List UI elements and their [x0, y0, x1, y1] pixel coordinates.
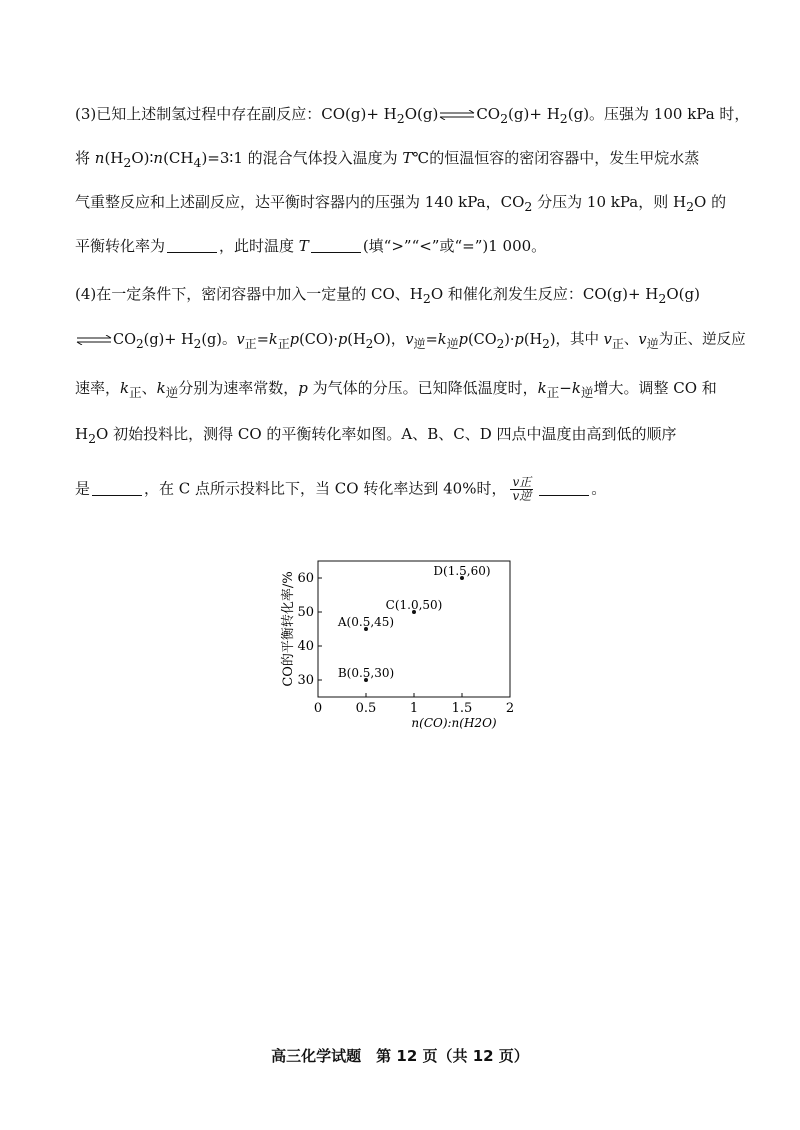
- text: 、: [141, 379, 157, 397]
- subscript: 2: [542, 336, 550, 351]
- subscript: 2: [193, 336, 202, 351]
- subscript: 2: [500, 111, 509, 126]
- italic-var: k: [537, 379, 547, 397]
- text: H: [75, 425, 89, 443]
- subscript: 2: [396, 111, 405, 126]
- text: 。: [591, 479, 607, 498]
- subscript: 2: [365, 336, 374, 351]
- text: O)∶: [131, 149, 154, 167]
- subscript: 正: [244, 336, 257, 351]
- text: )，其中: [549, 332, 604, 348]
- italic-var: k: [156, 379, 166, 397]
- conversion-chart: [270, 555, 530, 735]
- y-tick-label: 30: [297, 673, 314, 688]
- part3-line2: [75, 148, 730, 173]
- rate-ratio-fraction: [510, 476, 533, 503]
- point-label: B(0.5,30): [337, 666, 395, 680]
- page-footer: 高三化学试题 第 12 页（共 12 页）: [271, 1047, 529, 1065]
- text: 平衡转化率为: [75, 237, 166, 255]
- text: O 和催化剂发生反应：CO(g)+ H: [430, 285, 659, 303]
- point-label: A(0.5,45): [337, 615, 395, 629]
- text: (CH: [163, 149, 194, 167]
- text: 速率，: [75, 379, 121, 397]
- text: ℃的恒温恒容的密闭容器中，发生甲烷水蒸: [412, 149, 700, 167]
- text: CO: [113, 332, 136, 348]
- text: (g)+ H: [143, 332, 194, 348]
- equilibrium-arrow-icon: [438, 110, 476, 120]
- subscript: 2: [496, 336, 505, 351]
- text: 分别为速率常数，: [178, 379, 299, 397]
- subscript: 正: [611, 336, 624, 351]
- text: O 的: [694, 193, 727, 211]
- text: )=3∶1 的混合气体投入温度为: [201, 149, 403, 167]
- x-axis-label: n(CO):n(H2O): [411, 716, 497, 730]
- italic-var: k: [571, 379, 581, 397]
- part3-line3: [75, 192, 730, 217]
- x-tick-label: 0: [313, 701, 323, 716]
- part4-line2: [75, 330, 746, 354]
- subscript: 2: [422, 291, 431, 306]
- x-tick-label: 1.5: [451, 701, 473, 716]
- subscript: 2: [135, 336, 144, 351]
- subscript: 2: [686, 199, 695, 214]
- point-label: D(1.5,60): [433, 564, 491, 578]
- italic-var: p: [514, 332, 524, 348]
- text: CO: [476, 105, 501, 123]
- subscript: 2: [658, 291, 667, 306]
- text: O(g): [666, 285, 700, 303]
- subscript: 2: [88, 431, 97, 446]
- text: 、: [623, 332, 639, 348]
- text: (CO)·: [299, 332, 338, 348]
- text: )·: [504, 332, 515, 348]
- italic-var: p: [337, 332, 348, 348]
- text: (g)。压强为 100 kPa 时，: [567, 105, 750, 123]
- subscript: 正: [546, 385, 560, 400]
- x-tick-label: 0.5: [355, 701, 377, 716]
- text: 是: [75, 479, 91, 498]
- text: O(g): [404, 105, 439, 123]
- italic-var: v: [236, 332, 245, 348]
- text: 增大。调整 CO 和: [593, 379, 717, 397]
- point-label: C(1.0,50): [385, 598, 443, 612]
- italic-var: T: [298, 237, 309, 255]
- answer-blank[interactable]: [92, 481, 142, 496]
- subscript: 2: [559, 111, 568, 126]
- text: (g)。: [201, 332, 237, 348]
- fraction-numerator: v正: [512, 475, 532, 489]
- subscript: 逆: [413, 336, 426, 351]
- answer-blank[interactable]: [539, 481, 589, 496]
- text: =: [256, 332, 269, 348]
- text: (H: [347, 332, 366, 348]
- italic-var: n: [153, 149, 164, 167]
- italic-var: k: [268, 332, 278, 348]
- subscript: 逆: [446, 336, 459, 351]
- italic-var: v: [638, 332, 647, 348]
- y-tick-label: 50: [297, 605, 314, 620]
- text: ，在 C 点所示投料比下，当 CO 转化率达到 40%时，: [144, 479, 507, 498]
- text: (H: [104, 149, 124, 167]
- subscript: 正: [129, 385, 142, 400]
- x-tick-label: 2: [505, 701, 515, 716]
- text: 分压为 10 kPa，则 H: [532, 193, 687, 211]
- italic-var: v: [603, 332, 612, 348]
- part4-line4: [75, 424, 730, 449]
- subscript: 逆: [580, 385, 594, 400]
- text: (CO: [467, 332, 497, 348]
- text: (g)+ H: [508, 105, 560, 123]
- text: O)，: [373, 332, 406, 348]
- part3-line1: [75, 104, 750, 129]
- text: 为气体的分压。已知降低温度时，: [307, 379, 538, 397]
- text: (3)已知上述制氢过程中存在副反应：CO(g)+ H: [75, 105, 397, 123]
- y-tick-label: 40: [297, 639, 314, 654]
- text: ，此时温度: [219, 237, 299, 255]
- text: O 初始投料比，测得 CO 的平衡转化率如图。A、B、C、D 四点中温度由高到低的顺序: [96, 425, 677, 443]
- italic-var: p: [289, 332, 300, 348]
- italic-var: k: [437, 332, 447, 348]
- fraction-denominator: v逆: [512, 489, 532, 503]
- y-tick-label: 60: [297, 571, 314, 586]
- part4-line3: [75, 378, 730, 403]
- subscript: 2: [524, 199, 533, 214]
- subscript: 逆: [646, 336, 659, 351]
- italic-var: v: [405, 332, 414, 348]
- italic-var: T: [402, 149, 413, 167]
- subscript: 逆: [165, 385, 179, 400]
- part4-line5: [75, 476, 730, 503]
- subscript: 4: [193, 155, 202, 170]
- italic-var: k: [120, 379, 130, 397]
- italic-var: n: [94, 149, 105, 167]
- text: 气重整反应和上述副反应，达平衡时容器内的压强为 140 kPa，CO: [75, 193, 525, 211]
- text: −: [559, 379, 572, 397]
- text: 为正、逆反应: [658, 332, 746, 348]
- italic-var: p: [298, 379, 308, 397]
- text: (4)在一定条件下，密闭容器中加入一定量的 CO、H: [75, 285, 423, 303]
- text: 将: [75, 149, 95, 167]
- italic-var: p: [458, 332, 468, 348]
- y-axis-label: CO的平衡转化率/%: [281, 571, 296, 687]
- part4-line1: [75, 284, 730, 309]
- subscript: 2: [123, 155, 132, 170]
- text: =: [425, 332, 438, 348]
- part3-line4: [75, 236, 730, 256]
- answer-blank[interactable]: [311, 238, 361, 253]
- equilibrium-arrow-icon: [75, 335, 113, 345]
- text: (H: [523, 332, 543, 348]
- text: (填“>”“<”或“=”)1 000。: [362, 237, 547, 255]
- x-tick-label: 1: [409, 701, 419, 716]
- answer-blank[interactable]: [167, 238, 217, 253]
- subscript: 正: [277, 336, 290, 351]
